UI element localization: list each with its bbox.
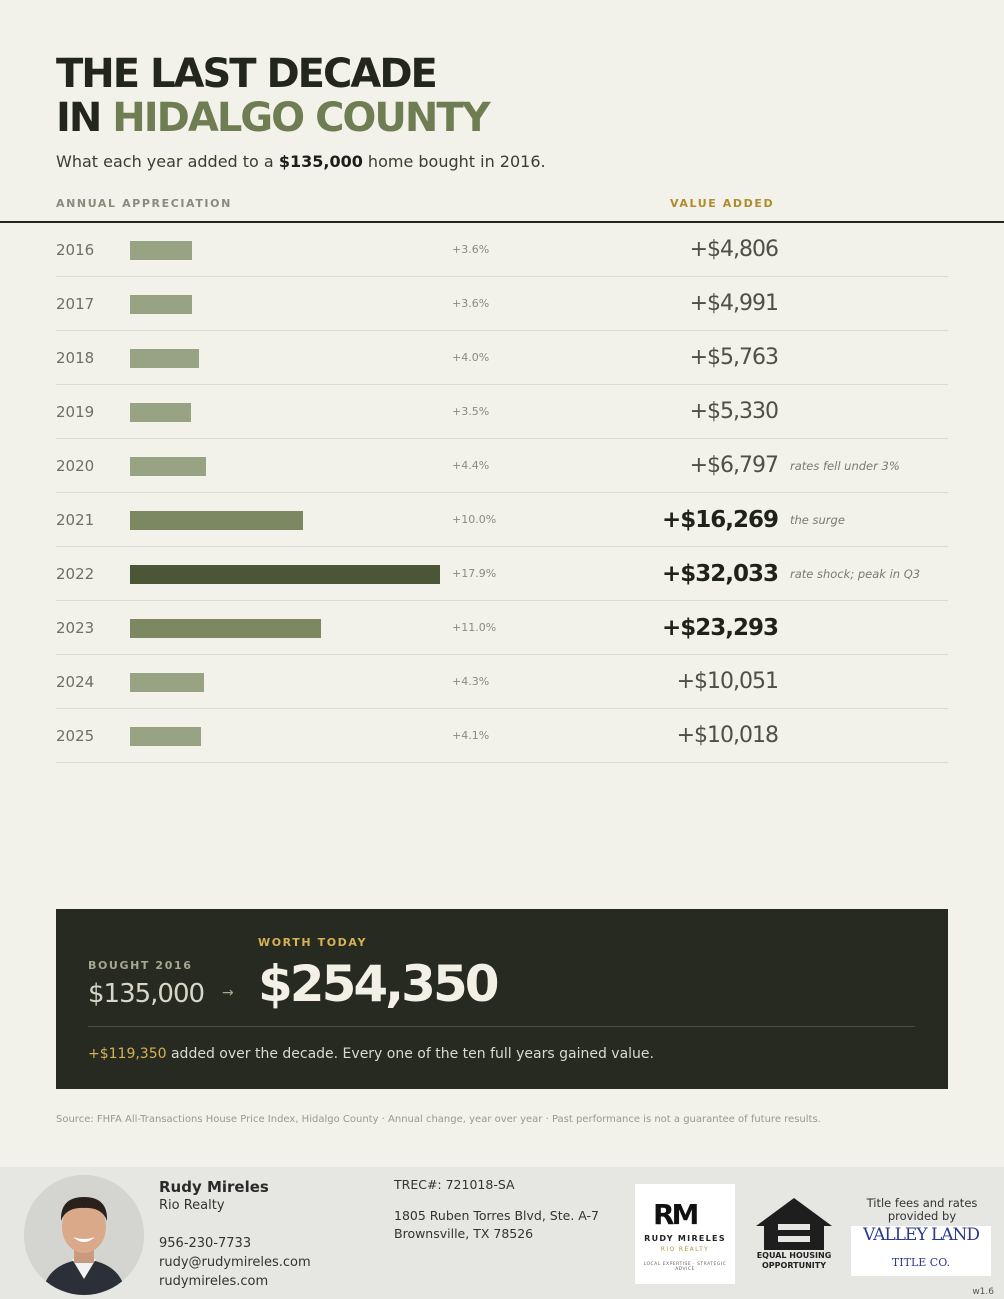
appreciation-bar xyxy=(130,673,204,692)
subtitle-after: home bought in 2016. xyxy=(362,152,546,171)
year-label: 2021 xyxy=(56,511,95,529)
year-label: 2016 xyxy=(56,241,95,259)
gain-value: +$119,350 xyxy=(88,1046,167,1062)
value-added-label: +$32,033 xyxy=(661,561,778,587)
appreciation-bar xyxy=(130,565,440,584)
value-added-label: +$23,293 xyxy=(661,615,778,641)
trec-license: TREC#: 721018-SA xyxy=(394,1177,515,1192)
pct-label: +3.6% xyxy=(452,297,490,310)
value-added-label: +$4,806 xyxy=(689,237,778,262)
rm-monogram: RM xyxy=(653,1198,697,1231)
pct-label: +4.1% xyxy=(452,729,490,742)
vlt-logo-sub: TITLE CO. xyxy=(891,1256,951,1269)
equal-housing-label: EQUAL HOUSING OPPORTUNITY xyxy=(756,1251,832,1270)
gain-text: added over the decade. Every one of the ten full years gained value. xyxy=(166,1046,654,1062)
rm-logo-tagline: LOCAL EXPERTISE · STRATEGIC ADVICE xyxy=(643,1262,727,1272)
agent-name: Rudy Mireles xyxy=(159,1178,269,1196)
pct-label: +10.0% xyxy=(452,513,497,526)
appreciation-bar xyxy=(130,727,201,746)
agent-website[interactable]: rudymireles.com xyxy=(159,1274,269,1289)
appreciation-bar xyxy=(130,241,192,260)
year-label: 2025 xyxy=(56,727,95,745)
value-added-label: +$5,330 xyxy=(689,399,778,424)
appreciation-bar xyxy=(130,511,303,530)
subtitle-amount: $135,000 xyxy=(278,152,363,171)
arrow-icon: → xyxy=(222,985,234,1001)
vlt-logo-name: VALLEY LAND xyxy=(862,1225,980,1245)
rm-logo-name: RUDY MIRELES xyxy=(644,1234,726,1243)
year-label: 2024 xyxy=(56,673,95,691)
subtitle xyxy=(56,152,546,171)
title-prefix: IN xyxy=(56,95,113,141)
bought-label: BOUGHT 2016 xyxy=(88,959,193,972)
table-row xyxy=(56,655,948,709)
year-label: 2018 xyxy=(56,349,95,367)
address-line-1: 1805 Ruben Torres Blvd, Ste. A-7 xyxy=(394,1208,600,1223)
table-row xyxy=(56,385,948,439)
appreciation-bar xyxy=(130,403,191,422)
rudy-mireles-logo xyxy=(635,1184,735,1284)
title-line-2 xyxy=(56,96,489,140)
column-header-appreciation: ANNUAL APPRECIATION xyxy=(56,197,232,210)
page-title xyxy=(56,52,489,140)
year-label: 2017 xyxy=(56,295,95,313)
year-label: 2020 xyxy=(56,457,95,475)
agent-phone[interactable]: 956-230-7733 xyxy=(159,1236,252,1251)
value-added-label: +$6,797 xyxy=(689,453,778,478)
value-added-label: +$16,269 xyxy=(661,507,778,533)
version-label: w1.6 xyxy=(972,1287,994,1297)
year-label: 2022 xyxy=(56,565,95,583)
table-row xyxy=(56,331,948,385)
annotation-note: rate shock; peak in Q3 xyxy=(790,567,921,581)
summary-sentence xyxy=(88,1046,654,1062)
pct-label: +3.6% xyxy=(452,243,490,256)
worth-label: WORTH TODAY xyxy=(258,936,368,949)
year-label: 2019 xyxy=(56,403,95,421)
pct-label: +3.5% xyxy=(452,405,490,418)
summary-divider xyxy=(88,1026,915,1027)
agent-avatar xyxy=(24,1175,144,1295)
summary-panel xyxy=(56,909,948,1089)
rm-logo-sub: RIO REALTY xyxy=(660,1246,710,1253)
value-added-label: +$4,991 xyxy=(689,291,778,316)
title-line-1: THE LAST DECADE xyxy=(56,51,436,97)
title-provider-note: Title fees and rates provided by xyxy=(866,1196,978,1223)
year-label: 2023 xyxy=(56,619,95,637)
appreciation-bar xyxy=(130,457,206,476)
value-added-label: +$5,763 xyxy=(689,345,778,370)
pct-label: +4.4% xyxy=(452,459,490,472)
appreciation-table xyxy=(56,223,948,763)
table-row xyxy=(56,439,948,493)
title-accent: HIDALGO COUNTY xyxy=(112,95,489,141)
worth-value: $254,350 xyxy=(258,955,497,1013)
address-line-2: Brownsville, TX 78526 xyxy=(394,1226,534,1241)
annotation-note: rates fell under 3% xyxy=(790,459,900,473)
pct-label: +11.0% xyxy=(452,621,497,634)
agent-company: Rio Realty xyxy=(159,1198,225,1213)
bought-value: $135,000 xyxy=(88,979,205,1009)
annotation-note: the surge xyxy=(790,513,845,527)
table-row xyxy=(56,547,948,601)
table-row xyxy=(56,223,948,277)
agent-email[interactable]: rudy@rudymireles.com xyxy=(159,1255,311,1270)
table-row xyxy=(56,493,948,547)
appreciation-bar xyxy=(130,349,199,368)
column-header-value-added: VALUE ADDED xyxy=(670,197,775,210)
pct-label: +4.0% xyxy=(452,351,490,364)
footer xyxy=(0,1167,1004,1299)
value-added-label: +$10,018 xyxy=(676,723,778,748)
pct-label: +4.3% xyxy=(452,675,490,688)
source-note: Source: FHFA All-Transactions House Price Index, Hidalgo County · Annual change, year over year · Past performance is not a guarantee of future results. xyxy=(56,1114,821,1125)
appreciation-bar xyxy=(130,295,192,314)
pct-label: +17.9% xyxy=(452,567,497,580)
valley-land-title-logo xyxy=(851,1226,991,1276)
value-added-label: +$10,051 xyxy=(676,669,778,694)
table-row xyxy=(56,709,948,763)
appreciation-bar xyxy=(130,619,321,638)
subtitle-before: What each year added to a xyxy=(56,152,279,171)
table-row xyxy=(56,601,948,655)
table-row xyxy=(56,277,948,331)
